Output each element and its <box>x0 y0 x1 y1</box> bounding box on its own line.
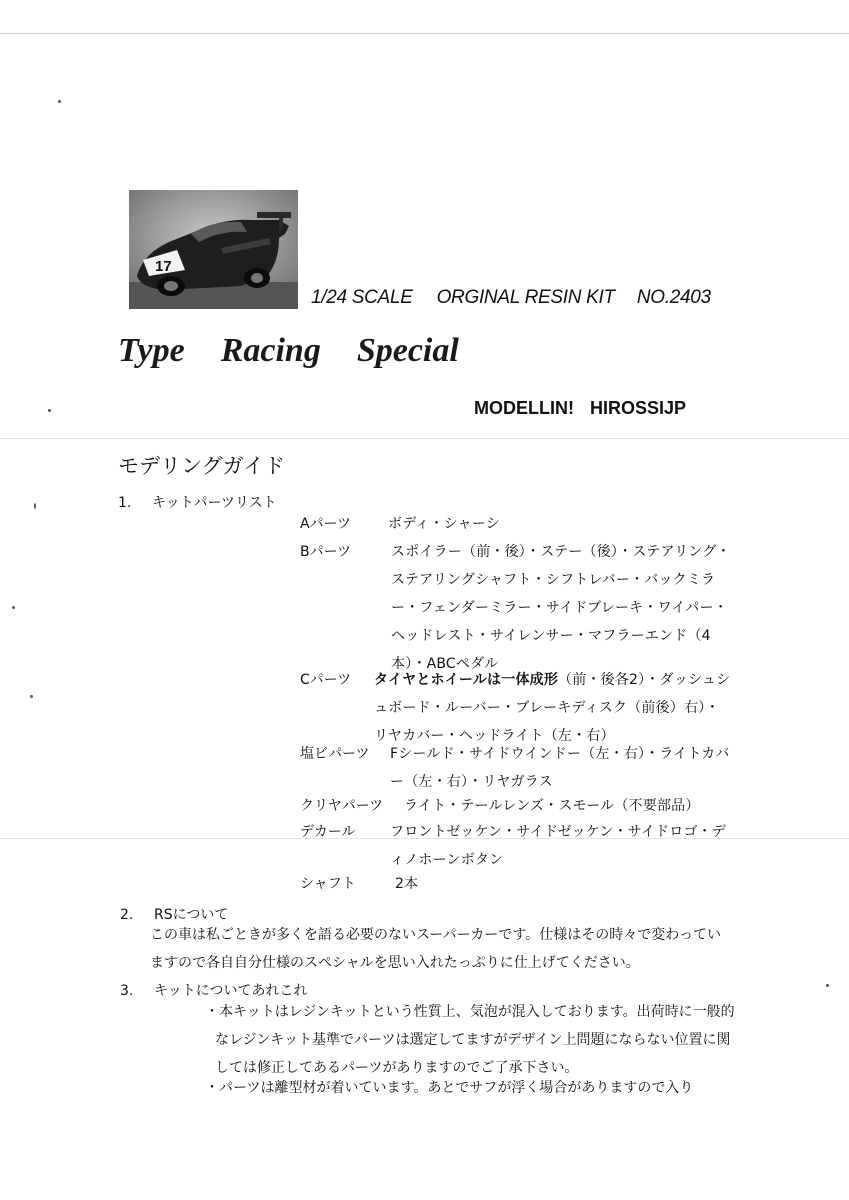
parts-description <box>374 666 732 750</box>
parts-description: フロントゼッケン・サイドゼッケン・サイドロゴ・ディノホーンボタン <box>390 824 727 868</box>
section-number: 3. <box>120 983 134 999</box>
parts-description: ボディ・シャーシ <box>388 516 500 532</box>
parts-label: Bパーツ <box>300 544 352 560</box>
parts-description: 2本 <box>395 876 419 892</box>
scan-speck <box>12 606 15 609</box>
kit-title <box>118 332 459 370</box>
parts-label: Aパーツ <box>300 516 352 532</box>
kit-title-word: Type <box>118 332 185 369</box>
section-title: キットパーツリスト <box>152 495 277 511</box>
scan-speck <box>30 695 33 698</box>
parts-label: クリヤパーツ <box>300 798 384 814</box>
maker-name <box>474 398 686 419</box>
guide-title: モデリングガイド <box>118 454 285 478</box>
parts-description-text: （前・後各2）・ダッシュシュボード・ルーバー・ブレーキディスク（前後）右）・リヤカバー・ヘッドライト（左・右） <box>374 672 731 744</box>
parts-label: 塩ビパーツ <box>300 746 370 762</box>
parts-description: ライト・テールレンズ・スモール（不要部品） <box>404 798 700 814</box>
note-bullet: ・パーツは離型材が着いています。あとでサフが浮く場合がありますので入り <box>205 1080 694 1096</box>
section-body: この車は私ごときが多くを語る必要のないスーパーカーです。仕様はその時々で変わっていますので各自自分仕様のスペシャルを思い入れたっぷりに仕上げてください。 <box>150 927 722 971</box>
car-photo <box>129 190 298 309</box>
parts-description: スポイラー（前・後）・ステー（後）・ステアリング・ステアリングシャフト・シフトレバー・バックミラー・フェンダーミラー・サイドブレーキ・ワイパー・ヘッドレスト・サイレンサー・マフラーエンド（4本）・ABCペダル <box>391 544 731 672</box>
kit-title-word: Racing <box>220 332 321 369</box>
scan-speck <box>826 984 829 987</box>
section-number: 1. <box>118 495 132 511</box>
parts-description: Fシールド・サイドウインドー（左・右）・ライトカバー（左・右）・リヤガラス <box>390 746 730 790</box>
section-title: RSについて <box>154 907 229 923</box>
scan-speck <box>34 503 36 509</box>
section-heading <box>118 492 277 512</box>
parts-label: Cパーツ <box>300 672 352 688</box>
race-car-image <box>129 190 298 309</box>
kit-spec-line <box>311 287 711 309</box>
parts-description-emphasis: タイヤとホイールは一体成形 <box>374 672 559 688</box>
note-bullet: ・本キットはレジンキットという性質上、気泡が混入しております。出荷時に一般的なレジンキット基準でパーツは選定してますがデザイン上問題にならない位置に関しては修正してあるパーツがありますのでご了承下さい。 <box>205 1004 735 1076</box>
scan-speck <box>58 100 61 103</box>
scan-edge-line <box>0 33 849 34</box>
kit-title-word: Special <box>356 332 459 369</box>
parts-label: シャフト <box>300 876 356 892</box>
scan-speck <box>48 409 51 412</box>
parts-label: デカール <box>300 824 356 840</box>
kit-type-text: ORGINAL RESIN KIT <box>436 287 615 308</box>
car-number-decal: 17 <box>155 258 172 275</box>
scan-fold-line <box>0 438 849 439</box>
maker-name-2: HIROSSIJP <box>589 398 687 418</box>
maker-name-1: MODELLIN! <box>474 398 574 418</box>
kit-number-text: NO.2403 <box>636 287 711 308</box>
scale-text: 1/24 SCALE <box>311 287 413 308</box>
section-heading <box>120 980 307 1000</box>
section-title: キットについてあれこれ <box>154 983 308 999</box>
section-number: 2. <box>120 907 134 923</box>
